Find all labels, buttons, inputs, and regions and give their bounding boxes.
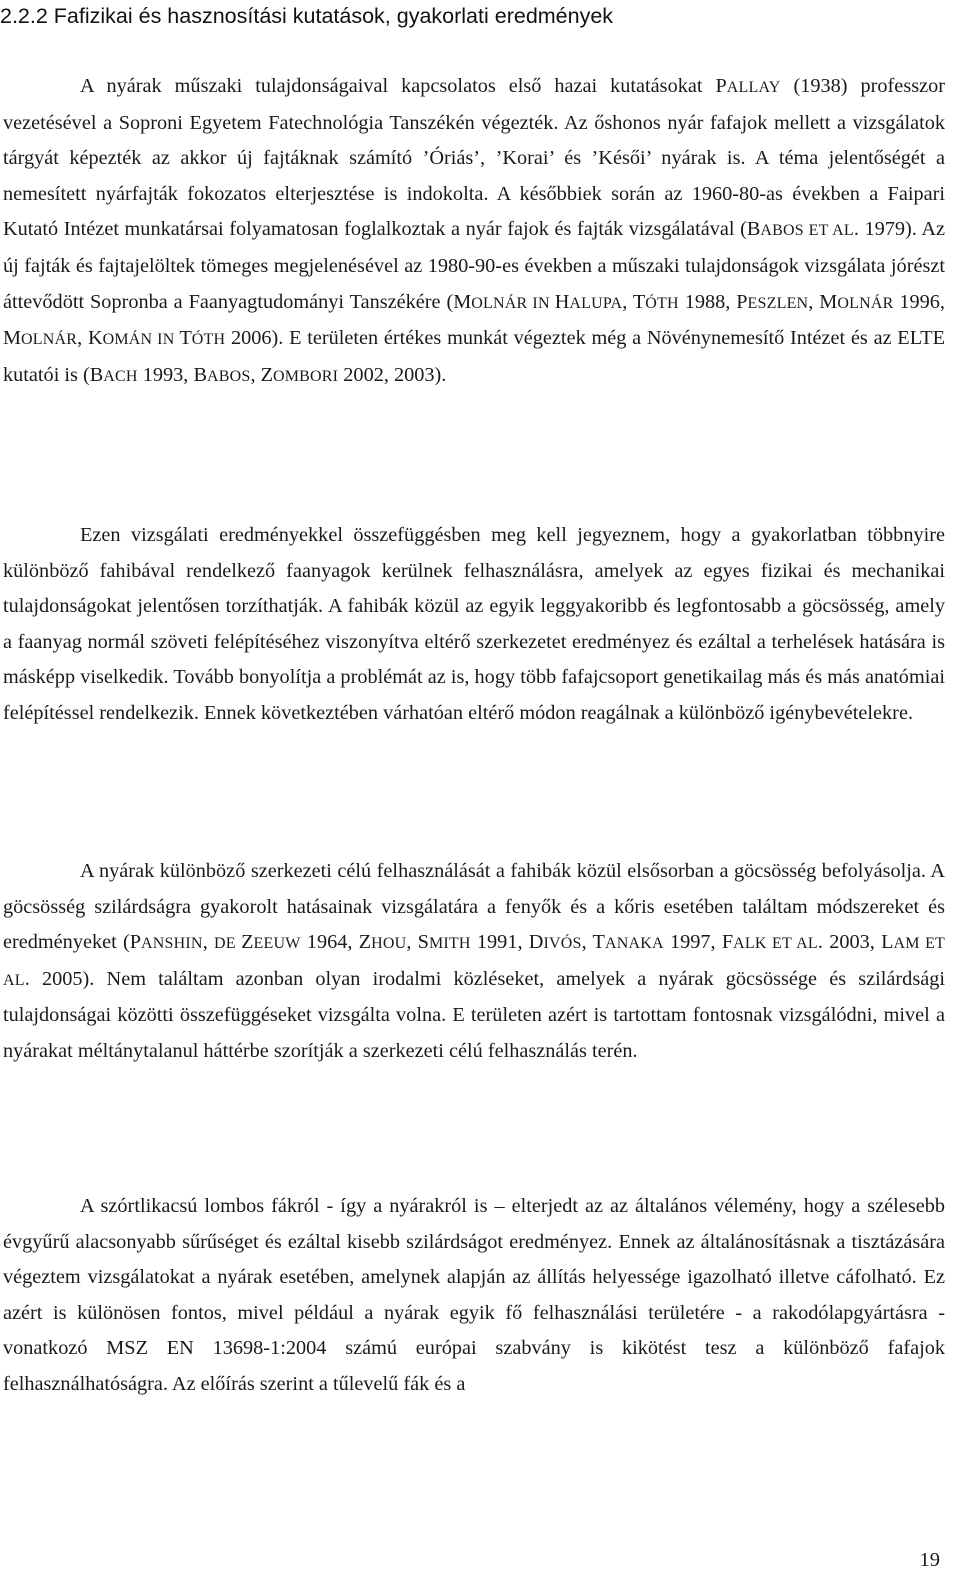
paragraph-1 bbox=[3, 69, 945, 394]
author-name-run: ALUPA bbox=[569, 294, 623, 312]
author-name-run: MITH bbox=[428, 935, 471, 953]
author-name-run: OMBORI bbox=[273, 367, 339, 385]
text-run: 1988, bbox=[678, 290, 737, 313]
author-name-run: OLNÁR bbox=[21, 331, 78, 349]
text-run: 1991, bbox=[470, 931, 529, 954]
author-name-run: P bbox=[129, 931, 142, 954]
author-name-run: B bbox=[89, 363, 104, 386]
text-run: , bbox=[581, 931, 593, 954]
author-name-run: AM ET AL bbox=[3, 935, 946, 989]
author-name-run: P bbox=[736, 290, 748, 313]
author-name-run: OMÁN IN bbox=[102, 331, 180, 349]
text-run: 1964, bbox=[300, 931, 359, 954]
text-run: (1938) professzor vezetésével a Soproni Egyetem Fatechnológia Tanszékén végezték. Az őshonos nyár fafajok mellett a vizsgálatok tárgyát képezték az akkor új fajtáknak számító ’Óriás’, ’Korai’ és ’Késői’ nyárak is. A téma jelentőségét a nemesített nyárfajták fokozatos elterjesztése is indokolta. A későbbiek során az 1960-80-as években a Faipari Kutató Intézet munkatársai folyamatosan foglalkoztak a nyár fajok és fajták vizsgálatával ( bbox=[3, 75, 945, 241]
text-run: A nyárak különböző szerkezeti célú felhasználását a fahibák közül elsősorban a göcsösség befolyásolja. A göcsösség szilárdságra gyakorolt hatásainak vizsgálatára a fenyők és a kőris esetében találtam módszereket és eredményeket ( bbox=[3, 860, 945, 954]
author-name-run: M bbox=[3, 327, 22, 350]
author-name-run: B bbox=[193, 363, 207, 386]
author-name-run: ALLAY bbox=[726, 79, 781, 96]
author-name-run: M bbox=[453, 290, 472, 313]
author-name-run: OLNÁR bbox=[837, 294, 894, 312]
text-run: , bbox=[77, 327, 88, 350]
text-run: , bbox=[406, 931, 418, 954]
author-name-run: F bbox=[721, 931, 734, 954]
text-run: 2002, 2003). bbox=[338, 363, 447, 386]
author-name-run: ÓTH bbox=[645, 294, 679, 312]
text-run: . 1979). Az új fajták és fajtajelöltek tömeges megjelenésével az 1980-90-es években a műszaki tulajdonságok vizsgálata jórészt áttevődött Sopronba a Faanyagtudományi Tanszékére ( bbox=[3, 218, 945, 313]
section-heading: 2.2.2 Fafizikai és hasznosítási kutatások, gyakorlati eredmények bbox=[0, 4, 614, 28]
text-run: 2006). E területen értékes munkát végeztek még a Növénynemesítő Intézet és az ELTE kutatói is ( bbox=[3, 327, 945, 386]
author-name-run: K bbox=[87, 327, 103, 350]
paragraph-2 bbox=[3, 518, 945, 732]
author-name-run: Z bbox=[241, 931, 254, 954]
text-run: , bbox=[202, 931, 215, 954]
author-name-run: P bbox=[715, 75, 727, 97]
author-name-run: B bbox=[746, 218, 761, 241]
author-name-run: Z bbox=[358, 931, 372, 954]
page-number: 19 bbox=[919, 1549, 940, 1571]
author-name-run: H bbox=[554, 290, 570, 313]
author-name-run: DE bbox=[214, 935, 242, 953]
text-run: , bbox=[808, 290, 820, 313]
author-name-run: D bbox=[528, 931, 544, 954]
text-run: A nyárak műszaki tulajdonságaival kapcsolatos első hazai kutatásokat bbox=[80, 75, 716, 97]
text-run: 1996, bbox=[893, 290, 946, 313]
author-name-run: HOU bbox=[371, 935, 407, 953]
author-name-run: ESZLEN bbox=[747, 294, 809, 312]
text-run: , bbox=[622, 290, 633, 313]
text-run: , bbox=[250, 363, 261, 386]
text-run: . 2003, bbox=[817, 931, 882, 954]
author-name-run: ALK ET AL bbox=[733, 935, 818, 953]
author-name-run: T bbox=[592, 931, 605, 954]
author-name-run: ÓTH bbox=[191, 331, 226, 349]
paragraph-4 bbox=[3, 1189, 945, 1403]
author-name-run: ANSHIN bbox=[141, 935, 203, 953]
author-name-run: OLNÁR IN bbox=[471, 294, 555, 312]
author-name-run: ABOS bbox=[206, 367, 251, 385]
text-run: . 2005). Nem találtam azonban olyan irodalmi közléseket, amelyek a nyárak göcsössége és szilárdsági tulajdonságai közötti összefüggéseket vizsgálta volna. E területen azért is tartottam fontosnak vizsgálódni, mivel a nyárakat méltánytalanul háttérbe szorítják a szerkezeti célú felhasználás terén. bbox=[3, 967, 945, 1062]
author-name-run: T bbox=[632, 290, 646, 313]
author-name-run: ANAKA bbox=[604, 935, 664, 953]
text-run: A szórtlikacsú lombos fákról - így a nyárakról is – elterjedt az az általános vélemény, hogy a szélesebb évgyűrű alacsonyabb sűrűséget és ezáltal kisebb szilárdságot eredményez. Ennek az általánosításnak a tisztázására végeztem vizsgálatokat a nyárak esetében, amelynek alapján az állítás helyessége igazolható illetve cáfolható. Ez azért is különösen fontos, mivel például a nyárak egyik fő felhasználási területére - a rakodólapgyártásra - vonatkozó MSZ EN 13698-1:2004 számú európai szabvány is kikötést tesz a különböző fafajok felhasználhatóságra. Az előírás szerint a tűlevelű fák és a bbox=[3, 1195, 945, 1395]
author-name-run: EEUW bbox=[253, 935, 301, 953]
author-name-run: IVÓS bbox=[543, 935, 582, 953]
text-run: 1993, bbox=[137, 363, 194, 386]
author-name-run: T bbox=[179, 327, 192, 350]
author-name-run: L bbox=[881, 931, 894, 954]
paragraph-3 bbox=[3, 854, 945, 1070]
author-name-run: Z bbox=[260, 363, 273, 386]
author-name-run: ABOS ET AL bbox=[760, 222, 854, 240]
author-name-run: M bbox=[819, 290, 838, 313]
author-name-run: S bbox=[417, 931, 429, 954]
text-run: Ezen vizsgálati eredményekkel összefüggésben meg kell jegyeznem, hogy a gyakorlatban többnyire különböző fahibával rendelkező faanyagok kerülnek felhasználásra, amelyek az egyes fizikai és mechanikai tulajdonságokat jelentősen torzíthatják. A fahibák közül az egyik leggyakoribb és legfontosabb a göcsösség, amely a faanyag normál szöveti felépítéséhez viszonyítva eltérő szerkezetet eredményez és ezáltal a terhelések hatására is másképp viselkedik. Tovább bonyolítja a problémát az is, hogy több fafajcsoport genetikailag más és más anatómiai felépítéssel rendelkezik. Ennek következtében várhatóan eltérő módon reagálnak a különböző igénybevételekre. bbox=[3, 524, 945, 724]
author-name-run: ACH bbox=[103, 367, 138, 385]
text-run: 1997, bbox=[663, 931, 722, 954]
